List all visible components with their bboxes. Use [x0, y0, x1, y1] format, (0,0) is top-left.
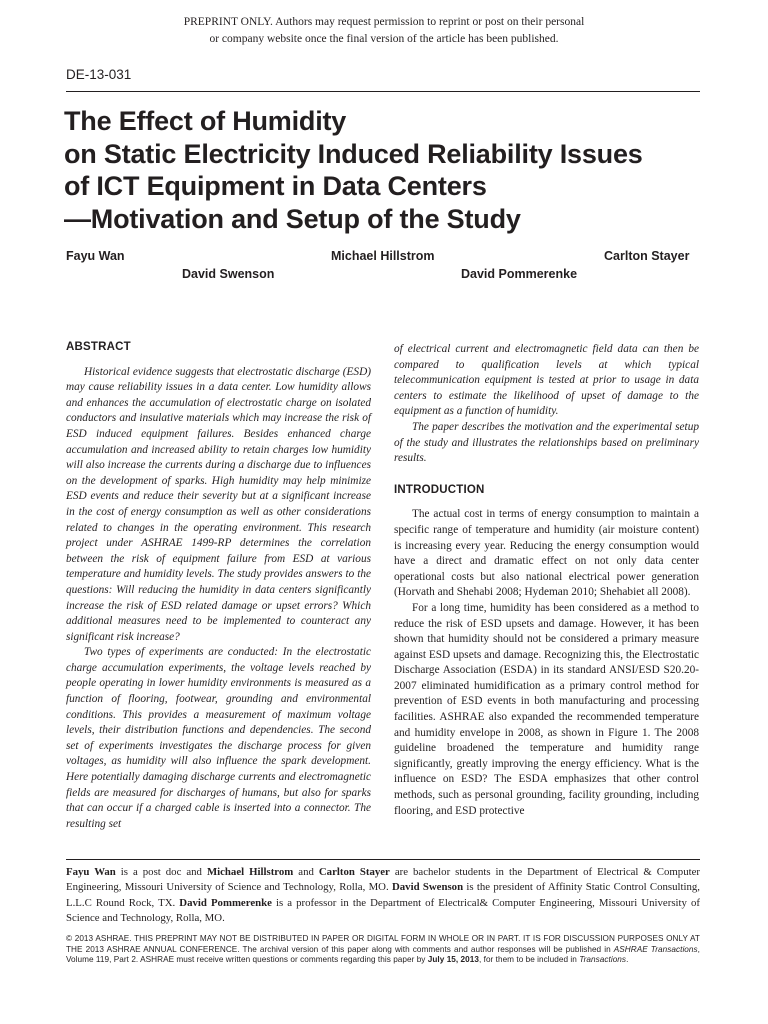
preprint-notice: [120, 14, 648, 48]
author-name: Michael Hillstrom: [331, 249, 435, 263]
author-affiliations-footnote: Fayu Wan is a post doc and Michael Hillstrom and Carlton Stayer are bachelor students in the Department of Electrical & Computer Engineering, Missouri University of Science and Technology, Rolla, MO. David Swenson is the president of Affinity Static Control Consulting, L.L.C Round Rock, TX. David Pommerenke is a professor in the Department of Electrical& Computer Engineering, Missouri University of Science and Technology, Rolla, MO.: [66, 866, 700, 925]
title-line-3: of ICT Equipment in Data Centers: [64, 171, 487, 201]
author-name: Fayu Wan: [66, 249, 125, 263]
copyright-notice: © 2013 ASHRAE. THIS PREPRINT MAY NOT BE DISTRIBUTED IN PAPER OR DIGITAL FORM IN WHOLE OR IN PART. IT IS FOR DISCUSSION PURPOSES ONLY AT THE 2013 ASHRAE ANNUAL CONFERENCE. The archival version of this paper along with comments and author responses will be published in ASHRAE Transactions, Volume 119, Part 2. ASHRAE must receive written questions or comments regarding this paper by July 15, 2013, for them to be included in Transactions.: [66, 934, 700, 965]
abstract-continuation: [394, 342, 699, 467]
preprint-notice-line-2: or company website once the final version of the article has been published.: [209, 33, 559, 45]
title-line-2: on Static Electricity Induced Reliability Issues: [64, 138, 643, 169]
footnote-divider: [66, 859, 700, 860]
author-name: David Swenson: [182, 267, 275, 281]
author-name: David Pommerenke: [461, 267, 578, 281]
author-name: Michael Hillstrom: [206, 866, 294, 878]
right-column: [394, 342, 699, 819]
body-paragraph: The actual cost in terms of energy consumption to maintain a specific range of temperature and humidity (air moisture content) is increasing every year. Reducing the energy consumption would have a direct and dramatic effect on not only data center operational costs but also national electrical power generation (Horvath and Shehabi 2008; Hydeman 2010; Shehabiet all 2008).: [394, 508, 699, 599]
author-name: David Pommerenke: [179, 896, 272, 909]
body-paragraph: For a long time, humidity has been considered as a method to reduce the risk of ESD upsets and damage. However, it has been shown that humidity should not be considered a primary measure against ESD upsets and damage. Recognizing this, the Electrostatic Discharge Association (ESDA) in its standard ANSI/ESD S20.20-2007 eliminated humidification as a primary control method for prevention of ESD events in both manufacturing and processing facilities. ASHRAE also expanded the recommended temperature and humidity envelope in 2008, as shown in Figure 1. The 2008 guideline broadened the temperature and humidity range significantly, greatly improving the energy efficiency. What is the influence on ESD? The ESDA emphasizes that other control methods, such as personal grounding, facility grounding, including flooring, and ESD protective: [394, 601, 699, 817]
author-name: Carlton Stayer: [318, 866, 390, 878]
abstract-paragraph: Historical evidence suggests that electrostatic discharge (ESD) may cause reliability issues in a data center. Low humidity allows and enhances the accumulation of electrostatic charge on isolated conductors and insulative materials which may increase the risk of ESD induced equipment failures. Besides enhanced charge accumulation and increased ability to retain charges low humidity will also increase the currents during a discharge due to influences on the development of sparks. High humidity may help minimize ESD events and reduce their severity but at a significant increase in the cost of energy consumption as well as other considerations related to changes in the operating environment. This research project under ASHRAE 1499-RP determines the correlation between the risk of equipment failure from ESD at various temperature and humidity levels. The study provides answers to the questions: Will reducing the humidity in data centers significantly increase the risk of ESD related damage or upset errors? Which additional measures need to be implemented to counteract any significant risk increase?: [66, 365, 371, 643]
header-divider: [66, 91, 700, 92]
author-name: Carlton Stayer: [604, 249, 690, 263]
document-id: DE-13-031: [66, 67, 132, 82]
title-line-1: The Effect of Humidity: [64, 106, 347, 136]
abstract-section: [66, 340, 371, 832]
abstract-paragraph: The paper describes the motivation and the experimental setup of the study and illustrates the relationships based on preliminary results.: [394, 420, 699, 465]
paper-title: [64, 105, 714, 235]
abstract-paragraph-continued: of electrical current and electromagnetic field data can then be compared to qualification levels at which typical telecommunication equipment is tested at prior to usage in data centers to estimate the likelihood of upset of damage to the equipment as a function of humidity.: [394, 343, 699, 418]
abstract-heading: ABSTRACT: [66, 341, 131, 353]
author-name: David Swenson: [391, 881, 464, 894]
author-name: Fayu Wan: [66, 866, 116, 878]
title-line-4: —Motivation and Setup of the Study: [64, 203, 521, 234]
abstract-paragraph: Two types of experiments are conducted: In the electrostatic charge accumulation experiments, the voltage levels reached by people operating in lower humidity environments is measured as a function of flooring, footwear, grounding and environmental conditions. This provides a measurement of maximum voltage levels, their distribution functions and dependencies. The second set of experiments investigates the discharge process for given voltages, as humidity will also influence the spark development. Here potentially damaging discharge currents and electromagnetic fields are measured for discharges of humans, but also for sparks that can occur if a charged cable is inserted into a connector. The resulting set: [66, 646, 371, 830]
preprint-notice-line-1: PREPRINT ONLY. Authors may request permission to reprint or post on their personal: [183, 16, 585, 28]
introduction-heading: INTRODUCTION: [394, 483, 485, 496]
